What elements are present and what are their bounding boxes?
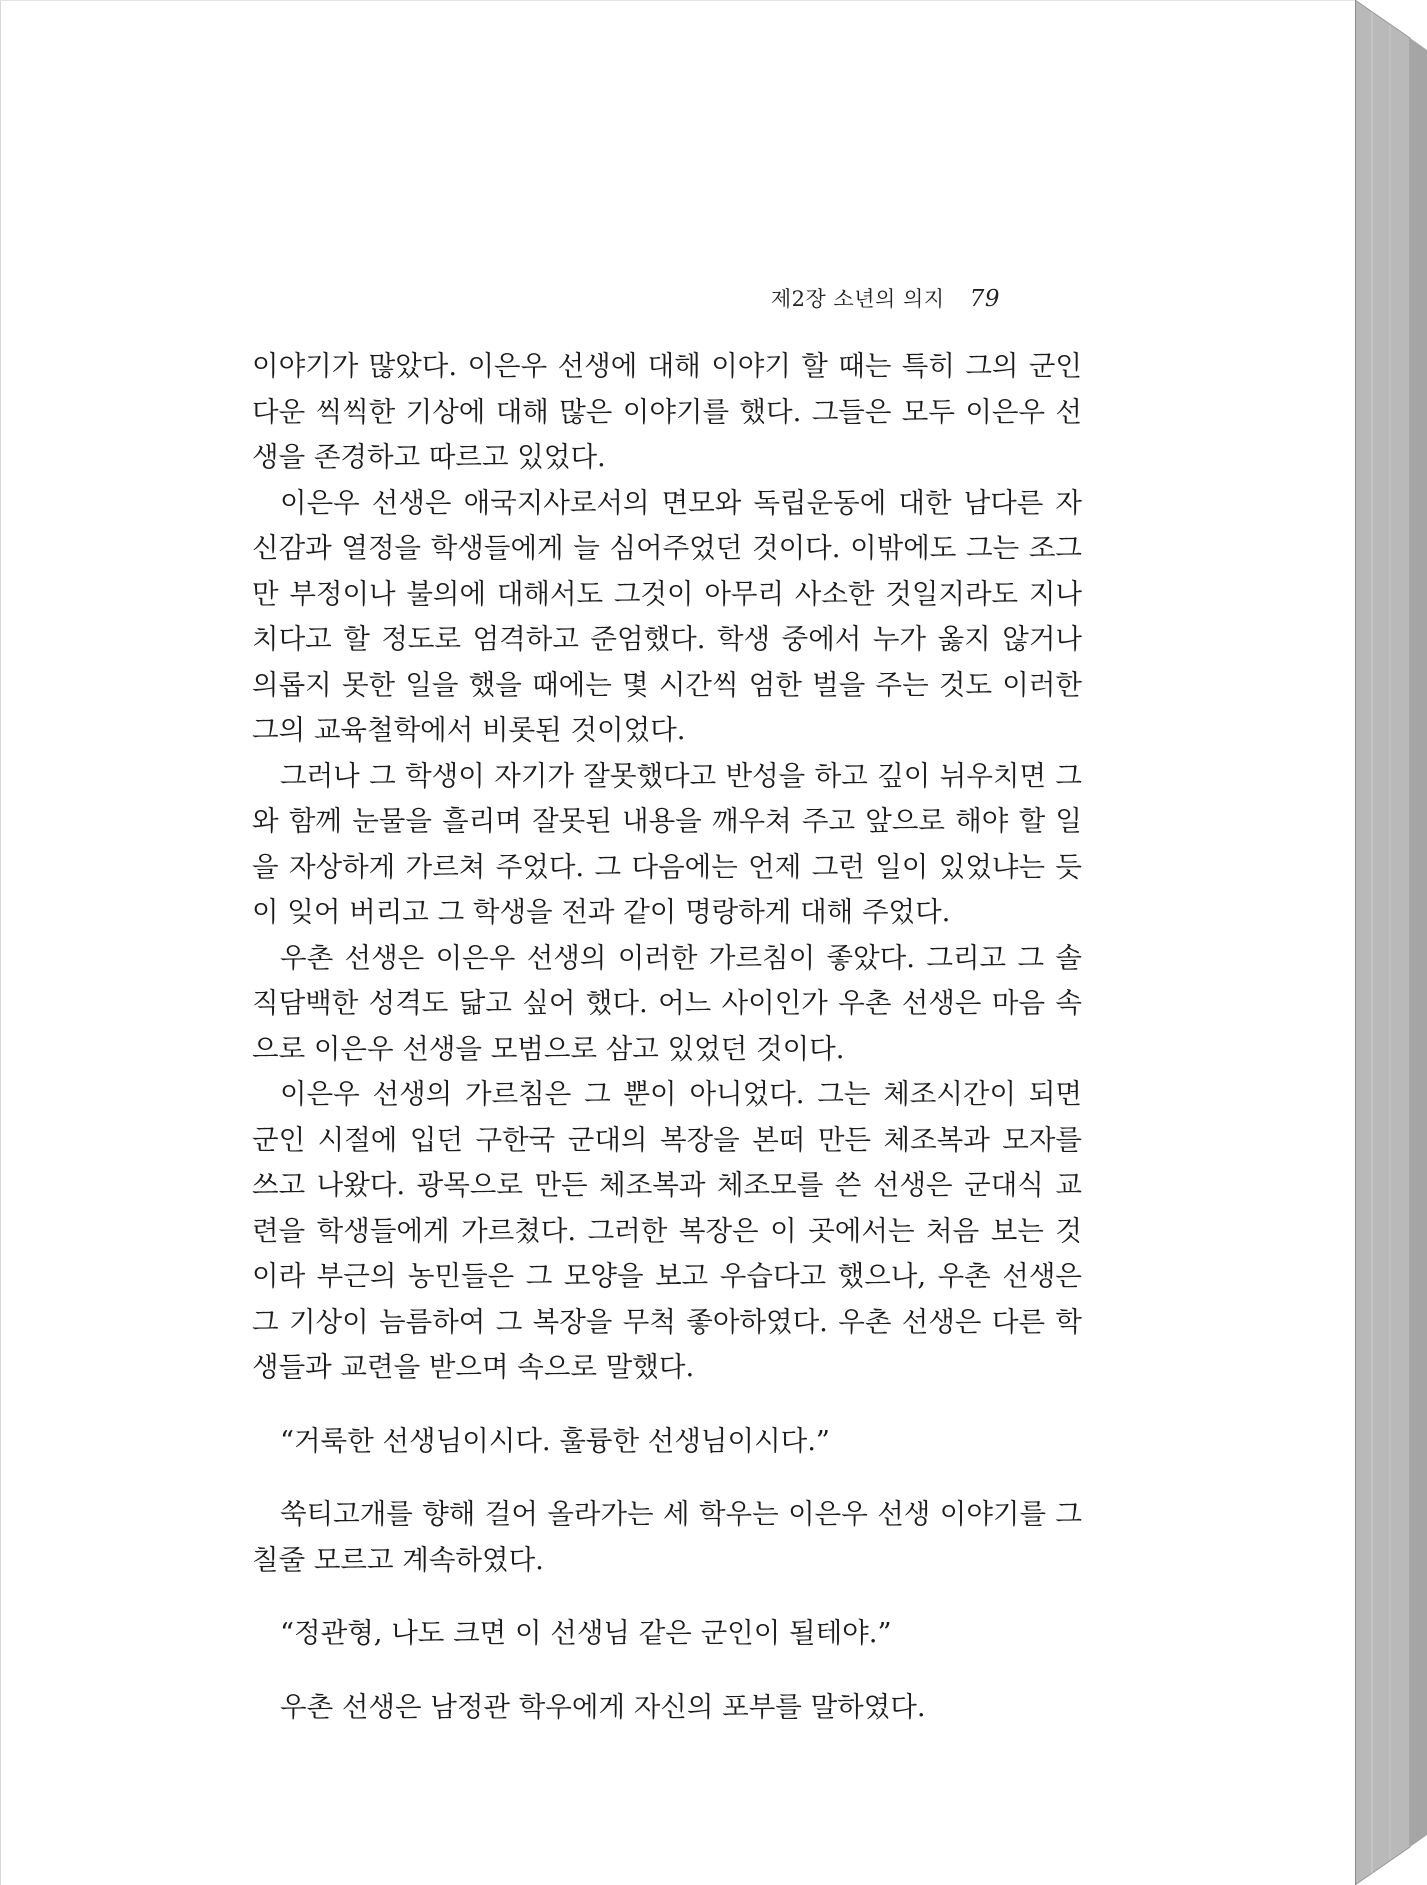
chapter-title: 제2장 소년의 의지 [770, 287, 945, 311]
paragraph: 그러나 그 학생이 자기가 잘못했다고 반성을 하고 깊이 뉘우치면 그와 함께 눈물을 흘리며 잘못된 내용을 깨우쳐 주고 앞으로 해야 할 일을 자상하게 가르쳐 주었다. 그 다음에는 언제 그런 일이 있었냐는 듯이 잊어 버리고 그 학생을 전과 같이 명랑하게 대해 주었다. [252, 759, 1082, 928]
running-header [771, 283, 1000, 313]
dialogue-paragraph: “정관형, 나도 크면 이 선생님 같은 군인이 될테야.” [280, 1617, 892, 1649]
paragraph: 쑥티고개를 향해 걸어 올라가는 세 학우는 이은우 선생 이야기를 그칠줄 모르고 계속하였다. [252, 1498, 1082, 1576]
paragraph: 우촌 선생은 남정관 학우에게 자신의 포부를 말하였다. [280, 1690, 926, 1723]
paragraph: 이은우 선생의 가르침은 그 뿐이 아니었다. 그는 체조시간이 되면 군인 시절에 입던 구한국 군대의 복장을 본떠 만든 체조복과 모자를 쓰고 나왔다. 광목으로 만든 체조복과 체조모를 쓴 선생은 군대식 교련을 학생들에게 가르쳤다. 그러한 복장은 이 곳에서는 처음 보는 것이라 부근의 농민들은 그 모양을 보고 우습다고 했으나, 우촌 선생은 그 기상이 늠름하여 그 복장을 무척 좋아하였다. 우촌 선생은 다른 학생들과 교련을 받으며 속으로 말했다. [252, 1078, 1082, 1383]
page-number: 79 [969, 286, 1000, 312]
paragraph: 이은우 선생은 애국지사로서의 면모와 독립운동에 대한 남다른 자신감과 열정을 학생들에게 늘 심어주었던 것이다. 이밖에도 그는 조그만 부정이나 불의에 대해서도 그것이 아무리 사소한 것일지라도 지나치다고 할 정도로 엄격하고 준엄했다. 학생 중에서 누가 옳지 않거나 의롭지 못한 일을 했을 때에는 몇 시간씩 엄한 벌을 주는 것도 이러한 그의 교육철학에서 비롯된 것이었다. [252, 486, 1082, 746]
paragraph: 우촌 선생은 이은우 선생의 이러한 가르침이 좋았다. 그리고 그 솔직담백한 성격도 닮고 싶어 했다. 어느 사이인가 우촌 선생은 마음 속으로 이은우 선생을 모범으로 삼고 있었던 것이다. [252, 941, 1082, 1065]
dialogue-paragraph: “거룩한 선생님이시다. 훌륭한 선생님이시다.” [280, 1424, 830, 1457]
paragraph: 이야기가 많았다. 이은우 선생에 대해 이야기 할 때는 특히 그의 군인다운 씩씩한 기상에 대해 많은 이야기를 했다. 그들은 모두 이은우 선생을 존경하고 따르고 있었다. [252, 350, 1082, 473]
body-text [252, 344, 1082, 1730]
